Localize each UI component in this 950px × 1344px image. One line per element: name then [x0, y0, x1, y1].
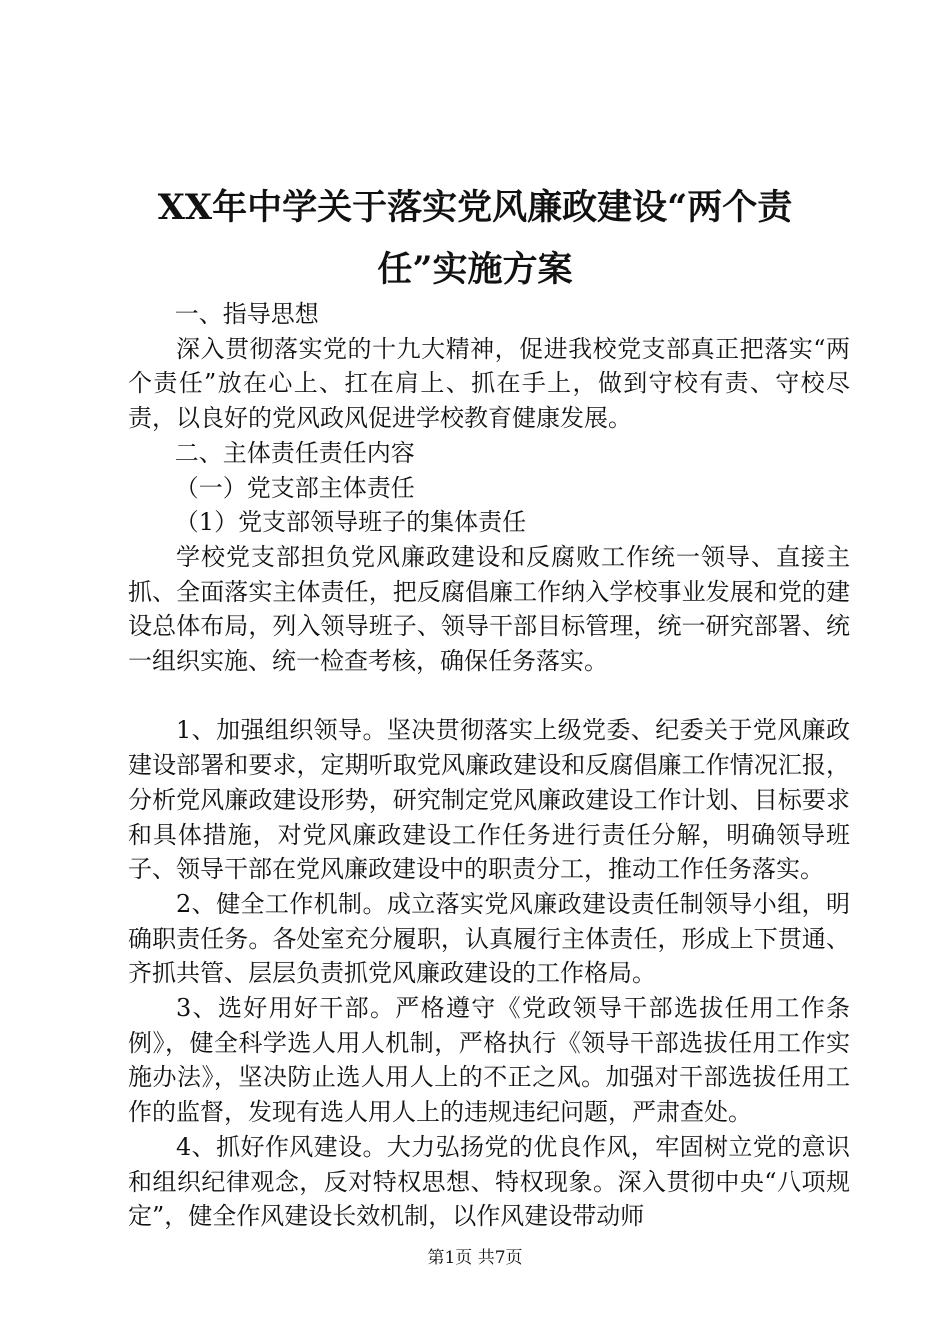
- section-heading: 二、主体责任责任内容: [174, 438, 415, 467]
- document-body: [128, 297, 850, 1234]
- page-number-footer: 第1页 共7页: [427, 1248, 523, 1268]
- document-title-line-2: 任”实施方案: [377, 249, 573, 290]
- paragraph: 2、健全工作机制。成立落实党风廉政建设责任制领导小组，明确职责任务。各处室充分履职，认真履行主体责任，形成上下贯通、齐抓共管、层层负责抓党风廉政建设的工作格局。: [128, 889, 850, 988]
- subsection-heading: （1）党支部领导班子的集体责任: [174, 508, 527, 537]
- blank-line: [128, 679, 850, 714]
- subsection-heading: （一）党支部主体责任: [174, 473, 415, 502]
- paragraph: 4、抓好作风建设。大力弘扬党的优良作风，牢固树立党的意识和组织纪律观念，反对特权思想、特权现象。深入贯彻中央“八项规定”，健全作风建设长效机制，以作风建设带动师: [128, 1132, 850, 1231]
- paragraph: 3、选好用好干部。严格遵守《党政领导干部选拔任用工作条例》，健全科学选人用人机制，严格执行《领导干部选拔任用工作实施办法》，坚决防止选人用人上的不正之风。加强对干部选拔任用工作的监督，发现有选人用人上的违规违纪问题，严肃查处。: [128, 994, 850, 1127]
- document-title-line-1: XX年中学关于落实党风廉政建设“两个责: [157, 187, 793, 228]
- paragraph: 1、加强组织领导。坚决贯彻落实上级党委、纪委关于党风廉政建设部署和要求，定期听取党风廉政建设和反腐倡廉工作情况汇报，分析党风廉政建设形势，研究制定党风廉政建设工作计划、目标要求和具体措施，对党风廉政建设工作任务进行责任分解，明确领导班子、领导干部在党风廉政建设中的职责分工，推动工作任务落实。: [128, 716, 850, 884]
- paragraph: 学校党支部担负党风廉政建设和反腐败工作统一领导、直接主抓、全面落实主体责任，把反腐倡廉工作纳入学校事业发展和党的建设总体布局，列入领导班子、领导干部目标管理，统一研究部署、统一组织实施、统一检查考核，确保任务落实。: [128, 542, 850, 676]
- paragraph: 深入贯彻落实党的十九大精神，促进我校党支部真正把落实“两个责任”放在心上、扛在肩上、抓在手上，做到守校有责、守校尽责，以良好的党风政风促进学校教育健康发展。: [128, 334, 850, 433]
- section-heading: 一、指导思想: [174, 300, 319, 328]
